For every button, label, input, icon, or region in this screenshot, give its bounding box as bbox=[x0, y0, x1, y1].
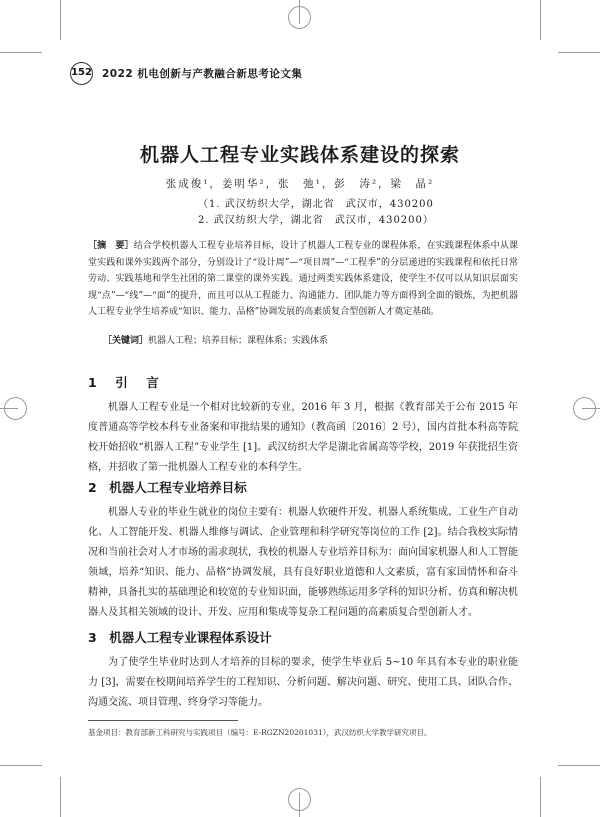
abstract-tag: ［摘 要］ bbox=[88, 241, 134, 251]
section-body-introduction: 机器人工程专业是一个相对比较新的专业，2016 年 3 月，根据《教育部关于公布 2015 年度普通高等学校本科专业备案和审批结果的通知》（教高函〔2016〕2 号），国内首批本科高等院校开始招收“机器人工程”专业学生 [1]。武汉纺织大学是湖北省属高等学校，2019 年获批招生资格，并招收了第一批机器人工程专业的本科学生。 bbox=[88, 402, 518, 473]
crop-mark bbox=[540, 0, 541, 40]
registration-mark bbox=[288, 6, 311, 29]
abstract-text: 结合学校机器人工程专业培养目标，设计了机器人工程专业的课程体系，在实践课程体系中从课堂实践和课外实践两个部分，分别设计了“设计周”—“项目周”—“工程季”的分层递进的实践课程和依托日常劳动、实践基地和学生社团的第二课堂的课外实践。通过两类实践体系建设，使学生不仅可以从知识层面实现“点”—“线”—“面”的提升，而且可以从工程能力、沟通能力、团队能力等方面得到全面的锻炼，为把机器人工程专业学生培养成“知识、能力、品格”协调发展的高素质复合型创新人才奠定基础。 bbox=[88, 241, 518, 317]
crop-mark bbox=[0, 52, 42, 53]
registration-mark bbox=[573, 397, 596, 420]
section-body-curriculum-design: 为了使学生毕业时达到人才培养的目标的要求，使学生毕业后 5~10 年具有本专业的职业能力 [3]，需要在校期间培养学生的工程知识、分析问题、解决问题、研究、使用工具、团队合作、沟通交流、项目管理、终身学习等能力。 bbox=[88, 657, 518, 708]
section-body-training-goals: 机器人专业的毕业生就业的岗位主要有：机器人软硬件开发、机器人系统集成、工业生产自动化、人工智能开发、机器人维修与调试、企业管理和科学研究等岗位的工作 [2]。结合我校实际情况和当前社会对人才市场的需求现状，我校的机器人专业培养目标为：面向国家机器人和人工智能领域，培养“知识、能力、品格”协调发展，具有良好职业道德和人文素质，富有家国情怀和奋斗精神，具备扎实的基础理论和较宽的专业知识面，能够熟练运用多学科的知识分析、仿真和解决机器人及其相关领域的设计、开发、应用和集成等复杂工程问题的高素质复合型创新人才。 bbox=[88, 507, 518, 618]
crop-mark bbox=[0, 765, 42, 766]
affiliation-1: （1. 武汉纺织大学，湖北省 武汉市，430200 bbox=[198, 199, 434, 210]
funding-footnote: 基金项目：教育部新工科研究与实践项目（编号：E-RGZN20201031），武汉纺织大学教学研究项目。 bbox=[88, 728, 432, 737]
author-list: 张成俊¹，姜明华²，张 弛¹，彭 涛²，梁 晶² bbox=[165, 178, 435, 190]
registration-mark bbox=[4, 397, 27, 420]
crop-mark bbox=[60, 777, 61, 817]
page-header bbox=[70, 62, 530, 84]
section-heading-introduction: 1 引 言 bbox=[88, 375, 162, 390]
footnote-divider bbox=[88, 720, 238, 721]
registration-mark bbox=[288, 788, 311, 811]
crop-mark bbox=[558, 52, 600, 53]
running-head: 2022 机电创新与产教融合新思考论文集 bbox=[102, 68, 303, 80]
keywords bbox=[103, 333, 518, 346]
keywords-text: 机器人工程；培养目标；课程体系；实践体系 bbox=[148, 336, 329, 346]
section-heading-training-goals: 2 机器人工程专业培养目标 bbox=[88, 480, 247, 495]
crop-mark bbox=[558, 765, 600, 766]
crop-mark bbox=[540, 777, 541, 817]
crop-mark bbox=[60, 0, 61, 40]
article-title: 机器人工程专业实践体系建设的探索 bbox=[139, 144, 460, 166]
keywords-tag: ［关键词］ bbox=[103, 336, 149, 346]
affiliation-2: 2. 武汉纺织大学，湖北省 武汉市，430200） bbox=[198, 215, 434, 226]
page-number: 152 bbox=[70, 62, 93, 85]
section-heading-curriculum-design: 3 机器人工程专业课程体系设计 bbox=[88, 630, 272, 645]
abstract bbox=[88, 238, 518, 321]
